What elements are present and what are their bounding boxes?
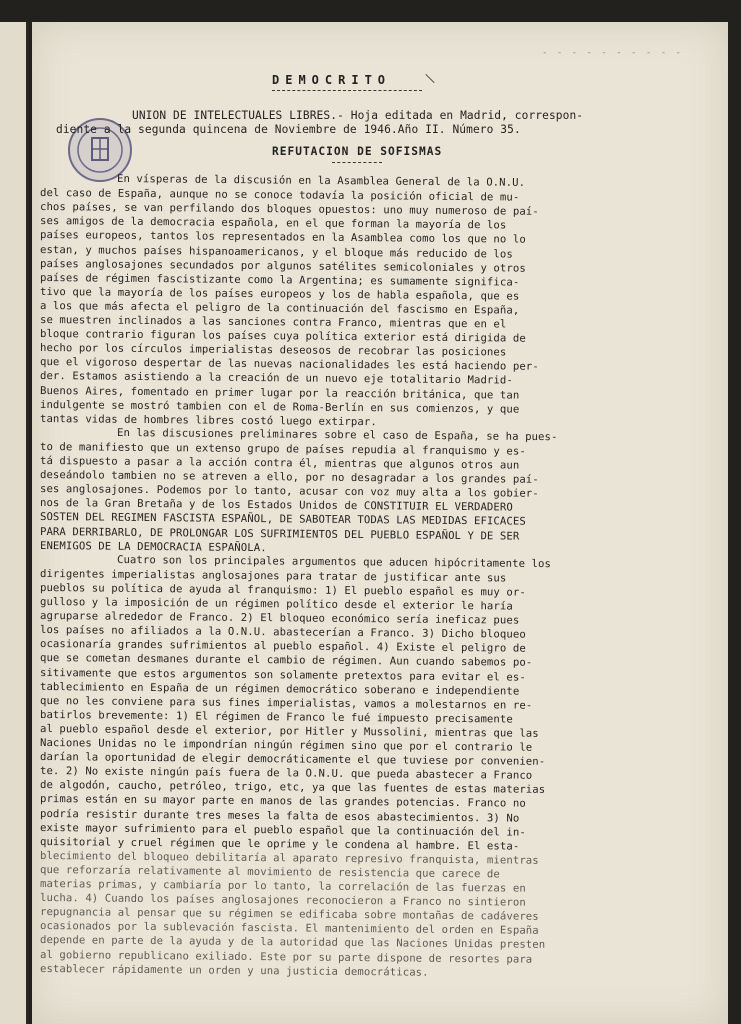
body-line: PARA DERRIBARLO, DE PROLONGAR LOS SUFRIMIENTOS DEL PUEBLO ESPAÑOL Y DE SER — [39, 525, 520, 543]
body-line: ocasionaría grandes sufrimientos al pueblo español. 4) Existe el peligro de — [39, 638, 526, 655]
body-line: En vísperas de la discusión en la Asamblea General de la O.N.U. — [116, 173, 526, 189]
body-line: países europeos, tantos los representados en la Asamblea como los que no lo — [39, 229, 526, 247]
body-line: sitivamente que estos argumentos son solamente pretextos para evitar el es- — [39, 666, 526, 684]
body-line: batirlos brevemente: 1) El régimen de Franco le fué impuesto precisamente — [39, 708, 513, 726]
body-line: países anglosajones secundados por algunos satélites semicoloniales y otros — [39, 257, 526, 275]
body-line: ocasionados por la sublevación fascista. El mantenimiento del orden en España — [39, 920, 539, 938]
body-line: hecho por los círculos imperialistas deseosos de recobrar las posiciones — [39, 342, 507, 359]
adjacent-page-edge — [0, 22, 28, 1024]
body-line: agruparse alrededor de Franco. 2) El bloqueo económico sería ineficaz pues — [39, 610, 520, 627]
body-line: existe mayor sufrimiento para el pueblo español que la continuación del in- — [39, 821, 526, 839]
body-line: der. Estamos asistiendo a la creación de un nuevo eje totalitario Madrid- — [39, 370, 513, 387]
body-line: gulloso y la imposición de un régimen político desde el exterior le haría — [39, 596, 513, 613]
body-line: te. 2) No existe ningún país fuera de la O.N.U. que pueda abastecer a Franco — [39, 765, 533, 782]
body-line: depende en parte de la ayuda y de la autoridad que las Naciones Unidas presten — [39, 934, 546, 952]
body-line: Cuatro son los principales argumentos que aducen hipócritamente los — [116, 553, 552, 570]
body-line: deseándolo tambien no se atreven a ello, por no desagradar a los grandes paí- — [39, 469, 539, 486]
body-line: primas están en su mayor parte en manos de las grandes potencias. Franco no — [39, 793, 526, 811]
body-line: los países no afiliados a la O.N.U. abastecerían a Franco. 3) Dicho bloqueo — [39, 624, 526, 641]
body-line: que reforzaría relativamente al movimiento de resistencia que carece de — [39, 863, 500, 881]
body-line: podría resistir durante tres meses la falta de esos abastecimientos. 3) No — [39, 807, 520, 825]
body-line: estan, y muchos países hispanoamericanos, y el bloque más reducido de los — [39, 243, 513, 261]
pencil-mark: - - - - - - - - - - — [542, 48, 683, 58]
body-line: quisitorial y cruel régimen que le oprime y le condena al hambre. El esta- — [39, 835, 520, 853]
body-line: ENEMIGOS DE LA DEMOCRACIA ESPAÑOLA. — [39, 539, 267, 554]
body-line: nos de la Gran Bretaña y de los Estados Unidos de CONSTITUIR EL VERDADERO — [39, 497, 513, 514]
body-line: tablecimiento en España de un régimen democrático soberano e independiente — [39, 680, 520, 698]
subtitle-underline — [332, 162, 382, 163]
body-line: se muestren inclinados a las sanciones contra Franco, mientras que en el — [39, 314, 507, 331]
body-line: de algodón, caucho, petróleo, trigo, etc, ya que las fuentes de estas materias — [39, 779, 546, 797]
body-line: establecer rápidamente un orden y una justicia democráticas. — [39, 962, 429, 979]
body-line: pueblos su política de ayuda al franquismo: 1) El pueblo español es muy or- — [39, 581, 526, 599]
body-line: bloque contrario figuran los países cuya política exterior está dirigida de — [39, 328, 526, 345]
body-line: del caso de España, aunque no se conoce todavía la posición oficial de mu- — [39, 187, 520, 204]
body-line: indulgente se mostró tambien con el de Roma-Berlín en sus comienzos, y que — [39, 398, 520, 416]
body-line: lucha. 4) Cuando los países anglosajones reconocieron a Franco no sintieron — [39, 892, 526, 909]
body-line: al pueblo español desde el exterior, por Hitler y Mussolini, mientras que las — [39, 722, 539, 740]
body-line: ses anglosajones. Podemos por lo tanto, acusar con voz muy alta a los gobier- — [39, 483, 539, 500]
body-line: que no les conviene para sus fines imperialistas, vamos a molestarnos en re- — [39, 694, 533, 712]
title-underline — [272, 90, 422, 91]
pencil-stroke — [425, 74, 434, 83]
body-line: al gobierno republicano exiliado. Este por su parte dispone de resortes para — [39, 948, 533, 966]
body-line: que el vigoroso despertar de las nuevas nacionalidades les está haciendo per- — [39, 356, 539, 374]
body-line: Buenos Aires, fomentado en primer lugar por la reacción británica, que tan — [39, 384, 520, 402]
body-line: a los que más afecta el peligro de la continuación del fascismo en España, — [39, 299, 520, 317]
body-line: repugnancia al pensar que su régimen se edificaba sobre montañas de cadáveres — [39, 906, 539, 923]
body-line: ses amigos de la democracia española, en el que forman la mayoría de los — [39, 215, 507, 232]
body-line: darían la oportunidad de elegir democráticamente el que tuviese por convenien- — [39, 751, 546, 768]
body-line: que se cometan desmanes durante el cambio de régimen. Aun cuando sabemos po- — [39, 652, 533, 670]
body-line: to de manifiesto que un extenso grupo de países repudia al franquismo y es- — [39, 440, 526, 458]
body-line: blecimiento del bloqueo debilitaría al aparato represivo franquista, mientras — [39, 849, 539, 867]
section-subtitle: REFUTACION DE SOFISMAS — [272, 145, 443, 158]
document-page — [32, 22, 728, 1024]
body-line: Naciones Unidas no le impondrían ningún régimen sino que por el contrario le — [39, 737, 533, 754]
body-line: tantas vidas de hombres libres costó luego extirpar. — [39, 412, 377, 428]
body-line: países de régimen fascistizante como la Argentina; es sumamente significa- — [39, 271, 520, 289]
body-line: tivo que la mayoría de los países europeos y los de habla española, que es — [39, 285, 520, 303]
body-line: En las discusiones preliminares sobre el caso de España, se ha pues- — [116, 426, 558, 444]
body-line: tá dispuesto a pasar a la acción contra él, mientras que algunos otros aun — [39, 455, 520, 472]
body-line: chos países, se van perfilando dos bloques opuestos: uno muy numeroso de paí- — [39, 201, 539, 218]
header-line-2: diente a la segunda quincena de Noviembre de 1946.Año II. Número 35. — [56, 123, 521, 136]
body-line: SOSTEN DEL REGIMEN FASCISTA ESPAÑOL, DE SABOTEAR TODAS LAS MEDIDAS EFICACES — [39, 511, 526, 529]
header-line-1: UNION DE INTELECTUALES LIBRES.- Hoja editada en Madrid, correspon- — [132, 109, 584, 122]
document-title: DEMOCRITO — [272, 73, 392, 87]
body-line: materias primas, y cambiaría por lo tanto, la correlación de las fuerzas en — [39, 878, 526, 895]
body-line: dirigentes imperialistas anglosajones para tratar de justificar ante sus — [39, 567, 507, 585]
